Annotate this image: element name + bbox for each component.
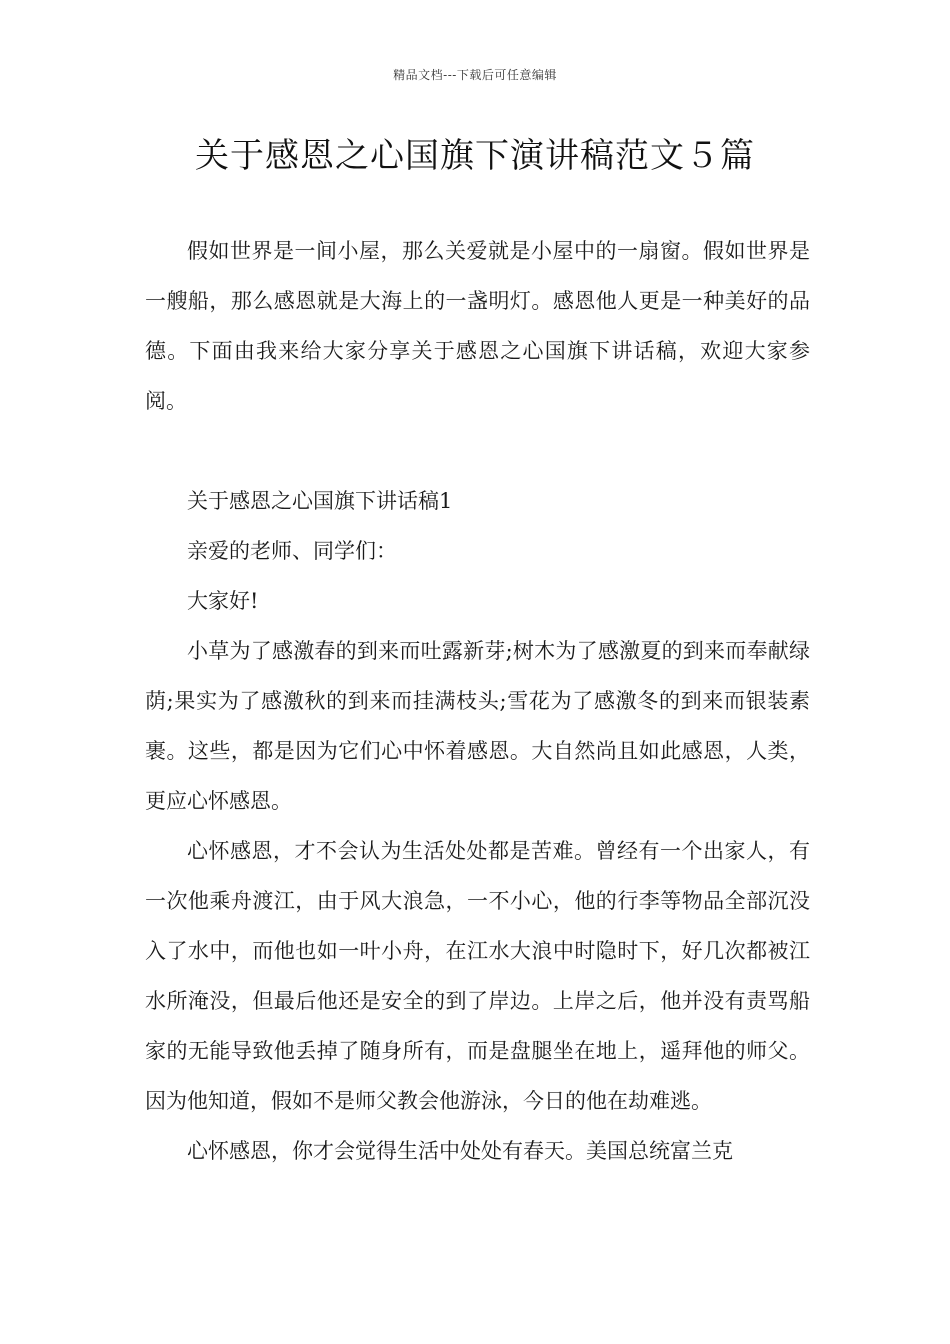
body-paragraph: 心怀感恩，才不会认为生活处处都是苦难。曾经有一个出家人，有一次他乘舟渡江，由于风大浪急，一不小心，他的行李等物品全部沉没入了水中，而他也如一叶小舟，在江水大浪中时隐时下，好几次都被江水所淹没，但最后他还是安全的到了岸边。上岸之后，他并没有责骂船家的无能导致他丢掉了随身所有，而是盘腿坐在地上，遥拜他的师父。因为他知道，假如不是师父教会他游泳，今日的他在劫难逃。	[145, 839, 810, 1113]
speech-section	[145, 476, 810, 1176]
section-heading: 关于感恩之心国旗下讲话稿1	[187, 489, 453, 513]
document-title: 关于感恩之心国旗下演讲稿范文５篇	[195, 136, 755, 176]
body-paragraph: 心怀感恩，你才会觉得生活中处处有春天。美国总统富兰克	[187, 1139, 733, 1163]
body-paragraph: 小草为了感激春的到来而吐露新芽;树木为了感激夏的到来而奉献绿荫;果实为了感激秋的到来而挂满枝头;雪花为了感激冬的到来而银装素裹。这些，都是因为它们心中怀着感恩。大自然尚且如此感恩，人类，更应心怀感恩。	[145, 639, 810, 813]
greeting-line-1: 亲爱的老师、同学们：	[187, 539, 397, 563]
intro-block	[145, 226, 810, 426]
header-note: 精品文档---下载后可任意编辑	[393, 68, 557, 82]
intro-paragraph: 假如世界是一间小屋，那么关爱就是小屋中的一扇窗。假如世界是一艘船，那么感恩就是大海上的一盏明灯。感恩他人更是一种美好的品德。下面由我来给大家分享关于感恩之心国旗下讲话稿，欢迎大家参阅。	[145, 239, 810, 413]
greeting-line-2: 大家好!	[187, 589, 259, 613]
